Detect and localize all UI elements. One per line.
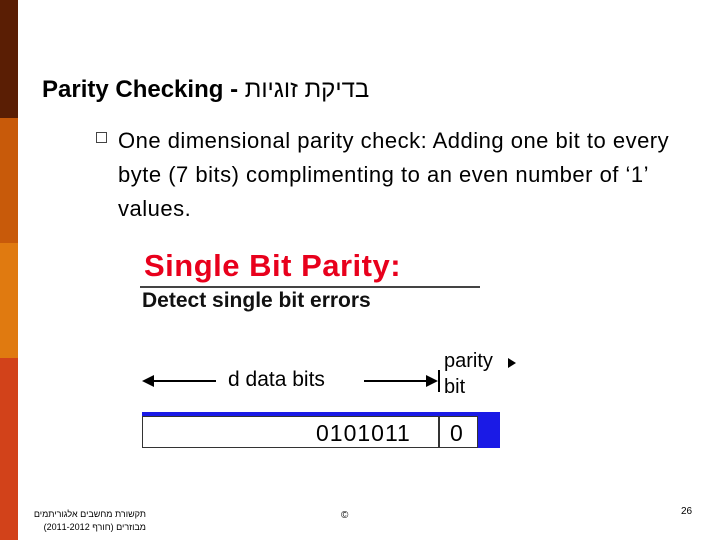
page-title-hebrew: בדיקת זוגיות <box>244 76 370 103</box>
slide-number: 26 <box>681 506 693 517</box>
diagram-subtitle: Detect single bit errors <box>142 289 371 312</box>
footer-course-line1: תקשורת מחשבים אלגוריתמים <box>33 509 146 519</box>
parity-label: parity <box>444 350 493 372</box>
page-title <box>42 76 369 104</box>
data-bits-value: 0101011 <box>316 420 411 446</box>
decorative-sidebar <box>0 0 18 540</box>
parity-bit-value: 0 <box>450 420 463 446</box>
footer-course-line2: מבוזרים (חורף 2011-2012) <box>43 522 146 532</box>
bit-string-box <box>142 416 478 448</box>
data-bits-label: d data bits <box>228 368 325 391</box>
bit-bar-shadow-side <box>477 412 500 448</box>
sidebar-band-red <box>0 358 18 540</box>
bullet-text: One dimensional parity check: Adding one bit to every byte (7 bits) complimenting to an even number of ‘1’ values. <box>118 128 670 221</box>
bit-divider <box>438 416 440 448</box>
sidebar-band-light-orange <box>0 243 18 358</box>
bullet-square-icon <box>96 132 107 143</box>
sidebar-band-dark <box>0 0 18 118</box>
single-bit-parity-diagram <box>120 240 540 470</box>
footer-copyright: © <box>341 510 349 521</box>
sidebar-band-orange <box>0 118 18 243</box>
footer-course-label <box>22 508 146 534</box>
diagram-title: Single Bit Parity: <box>144 248 402 283</box>
page-title-english: Parity Checking - <box>42 76 245 103</box>
parity-label-bit: bit <box>444 376 466 398</box>
